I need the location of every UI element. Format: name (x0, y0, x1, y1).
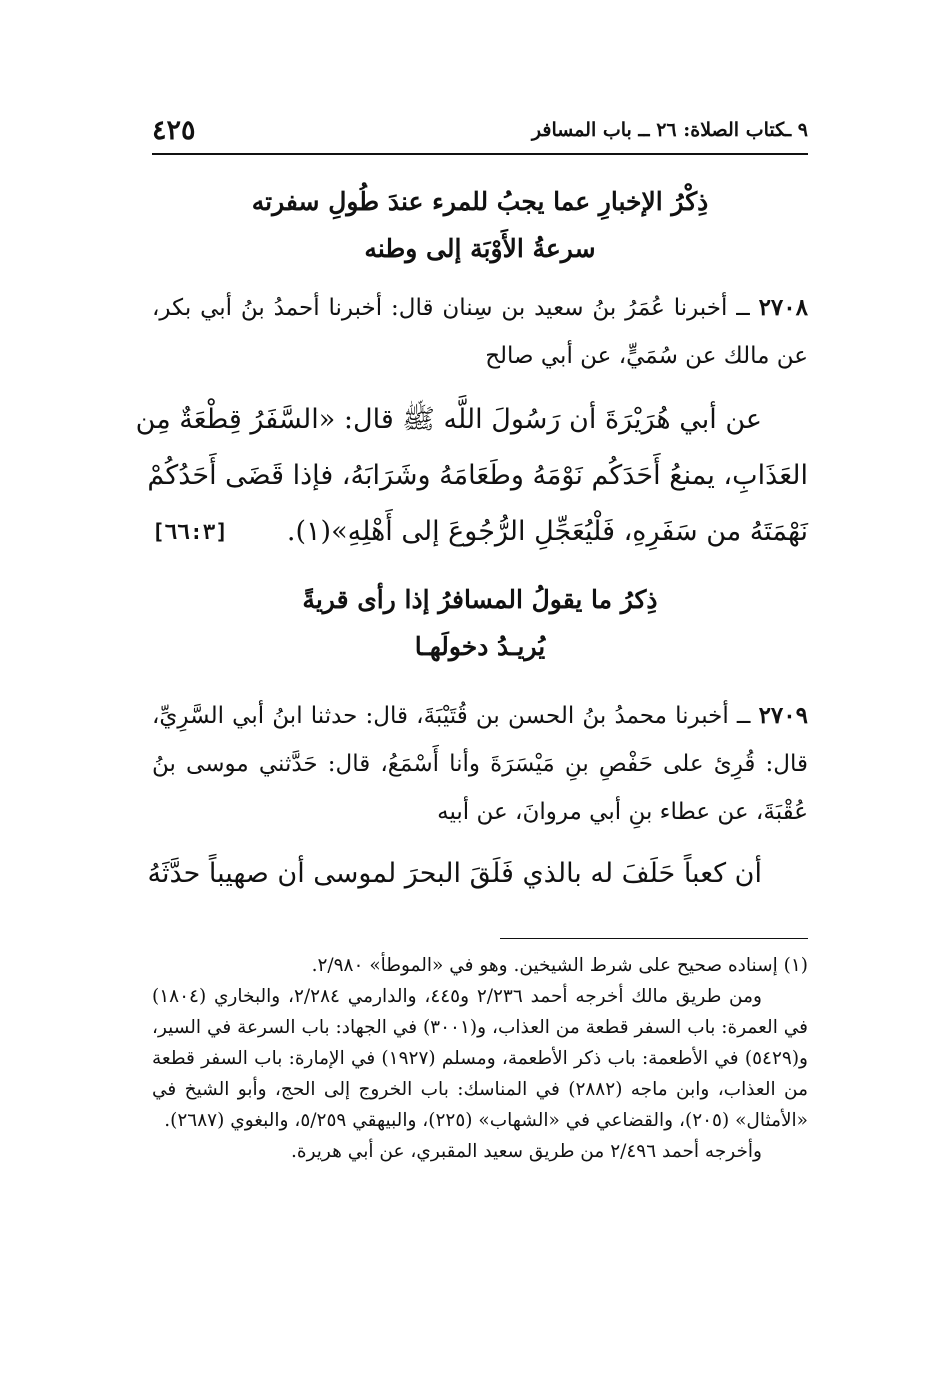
section-heading-1 (152, 178, 808, 272)
footnote-1: (١) إسناده صحيح على شرط الشيخين. وهو في «الموطأ» ٢/٩٨٠. (311, 955, 808, 976)
hadith-2709-isnad (152, 692, 808, 836)
heading-line: سرعةُ الأَوْبَة إلى وطنه (364, 234, 596, 263)
section-heading-2 (152, 576, 808, 670)
matn-text: نَهْمَتَهُ من سَفَرِهِ، فَلْيُعَجِّلِ الرُّجُوعَ إلى أَهْلِهِ»(١). (286, 516, 808, 547)
isnad-text: أخبرنا محمدُ بنُ الحسن بن قُتَيْبَةَ، قال: حدثنا ابنُ أبي السَّرِيِّ، قال: قُرِئ على حَفْصِ بنِ مَيْسَرَةَ وأنا أَسْمَعُ، قال: حَدَّثني موسى بنُ عُقْبَةَ، عن عطاء بنِ أبي مروانَ، عن أبيه (152, 703, 808, 825)
header-rule (152, 153, 808, 155)
isnad-text: أخبرنا عُمَرُ بنُ سعيد بن سِنان قال: أخبرنا أحمدُ بنُ أبي بكر، عن مالك عن سُمَيٍّ، عن أبي صالح (152, 295, 808, 369)
matn-line-last (152, 504, 808, 560)
matn-line: العَذَابِ، يمنعُ أَحَدَكُم نَوْمَهُ وطَعَامَهُ وشَرَابَهُ، فإذا قَضَى أَحَدُكُمْ (147, 460, 808, 491)
page-header (152, 110, 808, 150)
dash: ــ (727, 295, 750, 321)
heading-line: يُريـدُ دخولَهـا (414, 632, 546, 661)
dash: ــ (728, 703, 751, 729)
matn-line: أن كعباً حَلَفَ له بالذي فَلَقَ البحرَ لموسى أن صهيباً حدَّثَهُ (147, 858, 762, 889)
volume-reference: [٦٦:٣] (152, 520, 228, 544)
hadith-number: ٢٧٠٩ (758, 702, 808, 729)
footnote-1-additional: وأخرجه أحمد ٢/٤٩٦ من طريق سعيد المقبري، عن أبي هريرة. (291, 1141, 762, 1162)
footnote-1-sources: ومن طريق مالك أخرجه أحمد ٢/٢٣٦ و٤٤٥، والدارمي ٢/٢٨٤، والبخاري (١٨٠٤) في العمرة: باب السفر قطعة من العذاب، و(٣٠٠١) في الجهاد: باب السرعة في السير، و(٥٤٢٩) في الأطعمة: باب ذكر الأطعمة، ومسلم (١٩٢٧) في الإمارة: باب السفر قطعة من العذاب، وابن ماجه (٢٨٨٢) في المناسك: باب الخروج إلى الحج، وأبو الشيخ في «الأمثال» (٢٠٥)، والقضاعي في «الشهاب» (٢٢٥)، والبيهقي ٥/٢٥٩، والبغوي (٢٦٨٧). (152, 986, 808, 1131)
page-number: ٤٢٥ (152, 114, 196, 146)
running-head: ٩ ـكتاب الصلاة: ٢٦ ــ باب المسافر (531, 119, 808, 141)
heading-line: ذِكْرُ الإخبارِ عما يجبُ للمرء عندَ طُولِ سفرته (251, 187, 709, 216)
footnote-rule (500, 938, 808, 939)
footnotes (152, 950, 808, 1167)
hadith-2708-matn (135, 392, 808, 560)
hadith-2708-isnad (152, 284, 808, 380)
hadith-2709-matn (147, 846, 808, 902)
hadith-number: ٢٧٠٨ (758, 294, 808, 321)
heading-line: ذِكرُ ما يقولُ المسافرُ إذا رأى قريةً (302, 585, 658, 614)
matn-line: عن أبي هُرَيْرَةَ أن رَسُولَ اللَّه ﷺ قال: «السَّفَرُ قِطْعَةٌ مِن (135, 404, 762, 435)
